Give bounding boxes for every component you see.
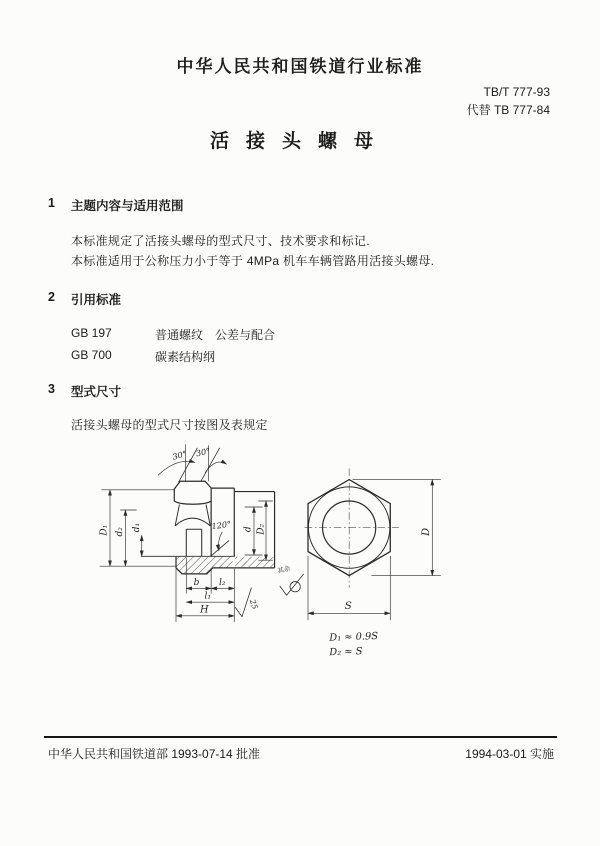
figure-note-1: D₁ ≈ 0.9S [329, 631, 379, 644]
dim-label-H: H [199, 604, 209, 616]
reference-title: 普通螺纹 公差与配合 [155, 328, 276, 342]
section-3-heading [48, 382, 121, 400]
hatch-right-wall [235, 557, 274, 567]
dim-label-b: b [193, 578, 200, 588]
paragraph: 本标准适用于公称压力小于等于 4MPa 机车车辆管路用活接头螺母. [71, 254, 435, 268]
dim-label-D1: D₁ [99, 524, 110, 536]
section-number: 3 [48, 382, 55, 396]
reference-code: GB 197 [71, 326, 112, 340]
section-heading-text: 主题内容与适用范围 [70, 199, 184, 213]
standard-number-block [467, 83, 550, 119]
dim-label-D2: D₂ [256, 523, 267, 535]
dim-label-d2: d₂ [114, 527, 125, 537]
dim-label-l1: l₁ [204, 591, 211, 602]
reference-code: GB 700 [71, 348, 112, 362]
reference-title: 碳素结构纲 [155, 350, 216, 364]
paragraph: 本标准规定了活接头螺母的型式尺寸、技术要求和标记. [71, 234, 370, 248]
figure-note-2: D₂ ≈ S [329, 646, 363, 659]
rest-label: 其余 [276, 565, 291, 575]
angle-label-right: 30° [194, 445, 212, 459]
footer-rule [44, 736, 557, 738]
footer-effective: 1994-03-01 实施 [465, 747, 554, 761]
standard-org-title: 中华人民共和国铁道行业标准 [176, 57, 424, 76]
section-heading-text: 引用标准 [70, 293, 121, 307]
dim-label-S: S [344, 600, 352, 612]
dim-label-d1: d₁ [132, 522, 143, 533]
dim-label-D: D [420, 527, 432, 536]
centerlines [305, 468, 399, 587]
section-number: 2 [48, 290, 55, 304]
reference-row [71, 348, 215, 365]
standard-replaces: 代替 TB 777-84 [466, 103, 550, 117]
angle-label-left: 30° [171, 448, 188, 462]
section-2-heading [48, 290, 121, 308]
section-view [100, 444, 275, 621]
cone-angle-label: 120° [210, 518, 232, 532]
dim-label-d: d [243, 526, 254, 533]
hatch-nut-wall [176, 557, 233, 574]
rest-roughness-circle [290, 582, 300, 592]
paragraph: 活接头螺母的型式尺寸按图及表规定 [71, 418, 268, 432]
front-view [280, 468, 441, 620]
roughness-value: 25 [247, 598, 260, 611]
section-number: 1 [48, 196, 55, 210]
section-heading-text: 型式尺寸 [70, 385, 121, 399]
reference-row [71, 326, 275, 343]
dim-label-l2: l₂ [219, 578, 226, 588]
footer-approved: 中华人民共和国铁道部 1993-07-14 批准 [48, 747, 261, 761]
section-1-heading [48, 196, 183, 214]
document-title: 活接头螺母 [209, 131, 390, 152]
technical-drawing [80, 435, 560, 705]
standard-number: TB/T 777-93 [483, 85, 550, 99]
